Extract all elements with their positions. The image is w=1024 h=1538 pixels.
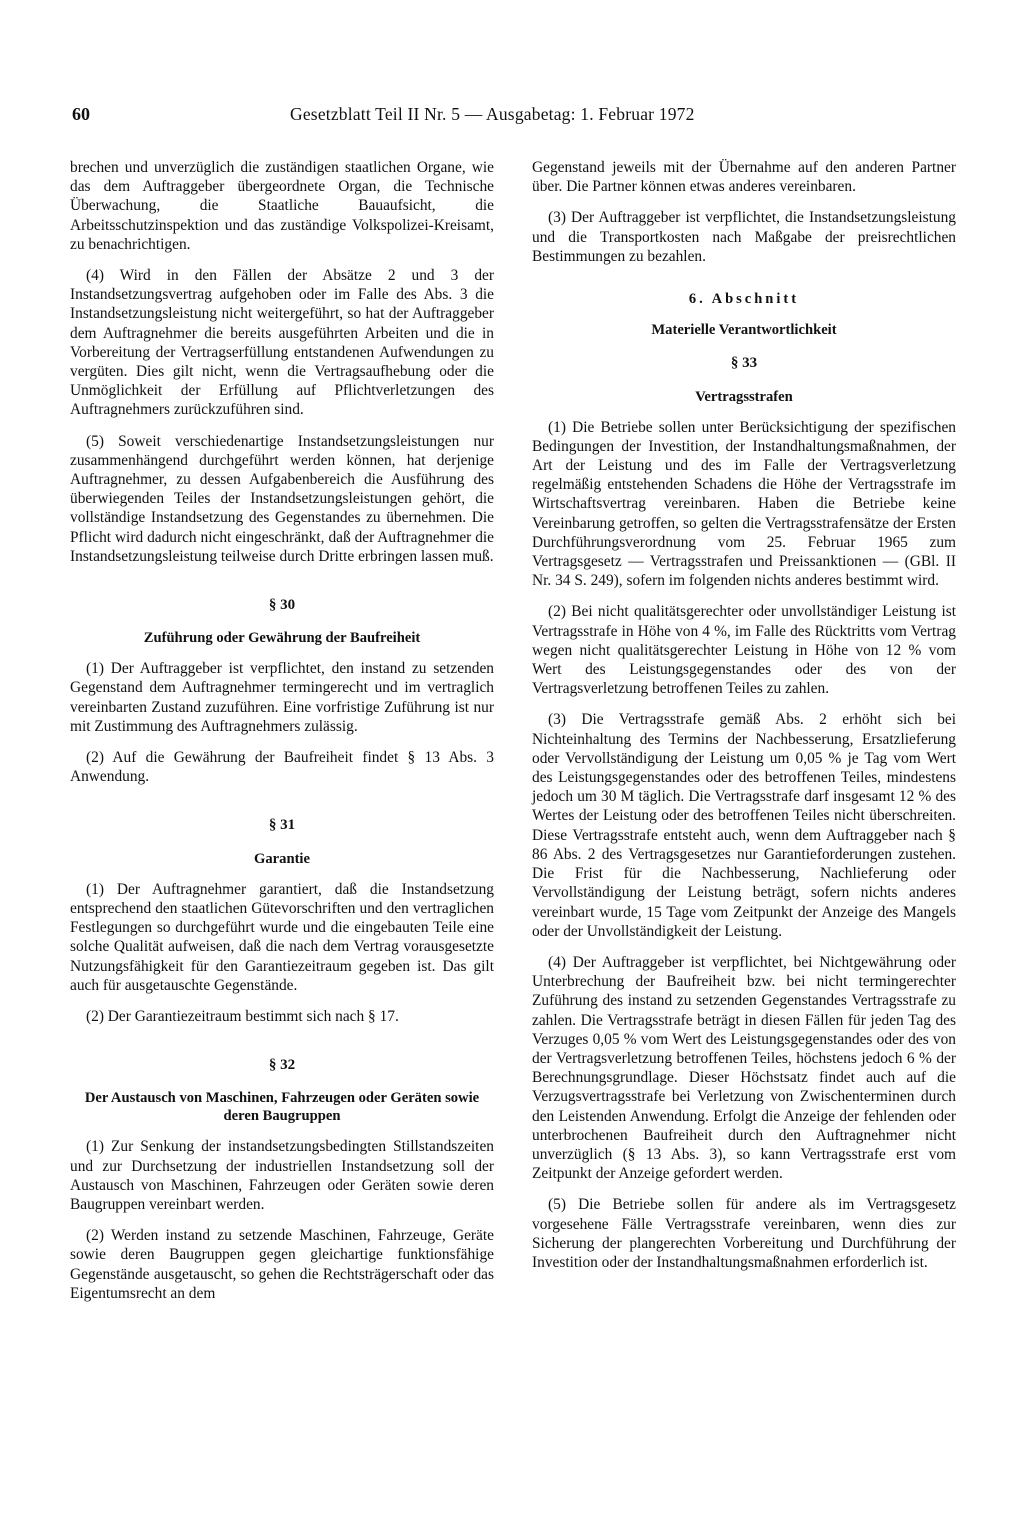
section-number: § 31 [268,817,296,834]
section-title: Zuführung oder Gewährung der Baufreiheit [143,630,421,647]
paragraph: (3) Der Auftraggeber ist verpflichtet, die Instandsetzungsleistung und die Transportkosten nach Maßgabe der preisrechtlichen Bestimmungen zu bezahlen. [532,209,956,265]
section-number: § 32 [268,1057,296,1074]
paragraph: (1) Die Betriebe sollen unter Berücksichtigung der spezifischen Bedingungen der Investition, der Instandhaltungsmaßnahmen, der Art der Leistung und des im Falle der Vertragsverletzung regelmäßig entstehenden Schadens die Höhe der Vertragsstrafe im Wirtschaftsvertrag vereinbaren. Haben die Betriebe keine Vereinbarung getroffen, so gelten die Vertragsstrafensätze der Ersten Durchführungsverordnung vom 25. Februar 1965 zum Vertragsgesetz — Vertragsstrafen und Preissanktionen — (GBl. II Nr. 34 S. 249), sofern im folgenden nichts anderes bestimmt wird. [532,418,956,590]
paragraph: (2) Der Garantiezeitraum bestimmt sich nach § 17. [86,1007,399,1025]
paragraph: (1) Der Auftragnehmer garantiert, daß die Instandsetzung entsprechend den staatlichen Gütevorschriften und den vertraglichen Festlegungen so durchgeführt wurde und die eingebauten Teile eine solche Qualität aufweisen, daß die nach dem Vertrag vorausgesetzte Nutzungsfähigkeit für den Garantiezeitraum gegeben ist. Das gilt auch für ausgetauschte Gegenstände. [70,880,494,994]
paragraph: (4) Der Auftraggeber ist verpflichtet, bei Nichtgewährung oder Unterbrechung der Baufreiheit bzw. bei nicht termingerechter Zuführung des instand zu setzenden Gegenstandes Vertragsstrafe zu zahlen. Die Vertragsstrafe beträgt in diesen Fällen für jeden Tag des Verzuges 0,05 % vom Wert des Leistungsgegenstandes oder des von der Vertragsverletzung betroffenen Teiles, höchstens jedoch 6 % der Berechnungsgrundlage. Dieser Höchstsatz findet auch auf die Verzugsvertragsstrafe bei Verletzung von Zwischenterminen durch den Leistenden Anwendung. Erfolgt die Anzeige der fehlenden oder unterbrochenen Baufreiheit durch den Auftragnehmer nicht unverzüglich (§ 13 Abs. 3), so kann Vertragsstrafe erst vom Zeitpunkt der Anzeige gefordert werden. [532,953,956,1183]
paragraph: (2) Auf die Gewährung der Baufreiheit findet § 13 Abs. 3 Anwendung. [70,749,494,786]
left-column [70,158,494,1315]
page-header [72,104,968,130]
paragraph: (1) Zur Senkung der instandsetzungsbedingten Stillstandszeiten und zur Durchsetzung der industriellen Instandsetzung soll der Austausch von Maschinen, Fahrzeugen oder Geräten sowie deren Baugruppen vereinbart werden. [70,1138,494,1213]
page-number: 60 [72,104,90,124]
paragraph: (1) Der Auftraggeber ist verpflichtet, den instand zu setzenden Gegenstand dem Auftragnehmer termingerecht und im vertraglich vereinbarten Zustand zuzuführen. Eine vorfristige Zuführung ist nur mit Zustimmung des Auftragnehmers zulässig. [70,660,494,735]
section-title: Der Austausch von Maschinen, Fahrzeugen oder Geräten sowie deren Baugruppen [84,1090,480,1125]
part-title: Materielle Verantwortlichkeit [651,322,837,339]
gazette-header-title: Gesetzblatt Teil II Nr. 5 — Ausgabetag: 1. Februar 1972 [290,104,695,124]
part-number: 6. Abschnitt [688,291,800,308]
paragraph: Gegenstand jeweils mit der Übernahme auf den anderen Partner über. Die Partner können etwas anderes vereinbaren. [532,159,956,196]
section-title: Vertragsstrafen [695,388,793,405]
right-column [532,158,956,1284]
section-number: § 30 [268,597,296,614]
paragraph: (5) Soweit verschiedenartige Instandsetzungsleistungen nur zusammenhängend durchgeführt werden können, hat derjenige Auftragnehmer, zu dessen Aufgabenbereich die Ausführung des überwiegenden Teiles der Instandsetzungsleistungen gehört, die vollständige Instandsetzung des Gegenstandes zu übernehmen. Die Pflicht wird dadurch nicht eingeschränkt, daß der Auftragnehmer die Instandsetzungsleistung teilweise durch Dritte erbringen lassen muß. [70,432,494,565]
section-number: § 33 [730,355,758,372]
paragraph: brechen und unverzüglich die zuständigen staatlichen Organe, wie das dem Auftraggeber übergeordnete Organ, die Technische Überwachung, die Staatliche Bauaufsicht, die Arbeitsschutzinspektion und das zuständige Volkspolizei-Kreisamt, zu benachrichtigen. [70,159,494,253]
section-title: Garantie [254,850,310,867]
paragraph: (5) Die Betriebe sollen für andere als im Vertragsgesetz vorgesehene Fälle Vertragsstrafe vereinbaren, wenn dies zur Sicherung der plangerechten Vorbereitung und Durchführung der Investition oder der Instandhaltungsmaßnahmen erforderlich ist. [532,1196,956,1271]
paragraph: (2) Bei nicht qualitätsgerechter oder unvollständiger Leistung ist Vertragsstrafe in Höhe von 4 %, im Falle des Rücktritts vom Vertrag wegen nicht qualitätsgerechter Leistung in Höhe von 12 % vom Wert des Leistungsgegenstandes oder des von der Vertragsverletzung betroffenen Teiles zu zahlen. [532,603,956,698]
paragraph: (4) Wird in den Fällen der Absätze 2 und 3 der Instandsetzungsvertrag aufgehoben oder im Falle des Abs. 3 die Instandsetzungsleistung nicht weitergeführt, so hat der Auftraggeber dem Auftragnehmer die bereits ausgeführten Arbeiten und die in Vorbereitung der Vertragserfüllung entstandenen Aufwendungen zu vergüten. Dies gilt nicht, wenn die Vertragsaufhebung oder die Unmöglichkeit der Erfüllung auf Pflichtverletzungen des Auftragnehmers zurückzuführen sind. [70,267,494,419]
paragraph: (3) Die Vertragsstrafe gemäß Abs. 2 erhöht sich bei Nichteinhaltung des Termins der Nachbesserung, Ersatzlieferung oder Vervollständigung der Leistung um 0,05 % je Tag vom Wert des Leistungsgegenstandes oder des betroffenen Teiles, mindestens jedoch um 30 M täglich. Die Vertragsstrafe darf insgesamt 12 % des Wertes der Leistung oder des betroffenen Teiles nicht überschreiten. Diese Vertragsstrafe entsteht auch, wenn dem Auftraggeber nach § 86 Abs. 2 des Vertragsgesetzes nur Garantieforderungen zustehen. Die Frist für die Nachbesserung, Nachlieferung oder Vervollständigung der Leistung beträgt, sofern nichts anderes vereinbart wurde, 15 Tage vom Zeitpunkt der Anzeige des Mangels oder der Unvollständigkeit der Leistung. [532,711,956,940]
paragraph: (2) Werden instand zu setzende Maschinen, Fahrzeuge, Geräte sowie deren Baugruppen gegen gleichartige funktionsfähige Gegenstände ausgetauscht, so gehen die Rechtsträgerschaft oder das Eigentumsrecht an dem [70,1227,494,1302]
